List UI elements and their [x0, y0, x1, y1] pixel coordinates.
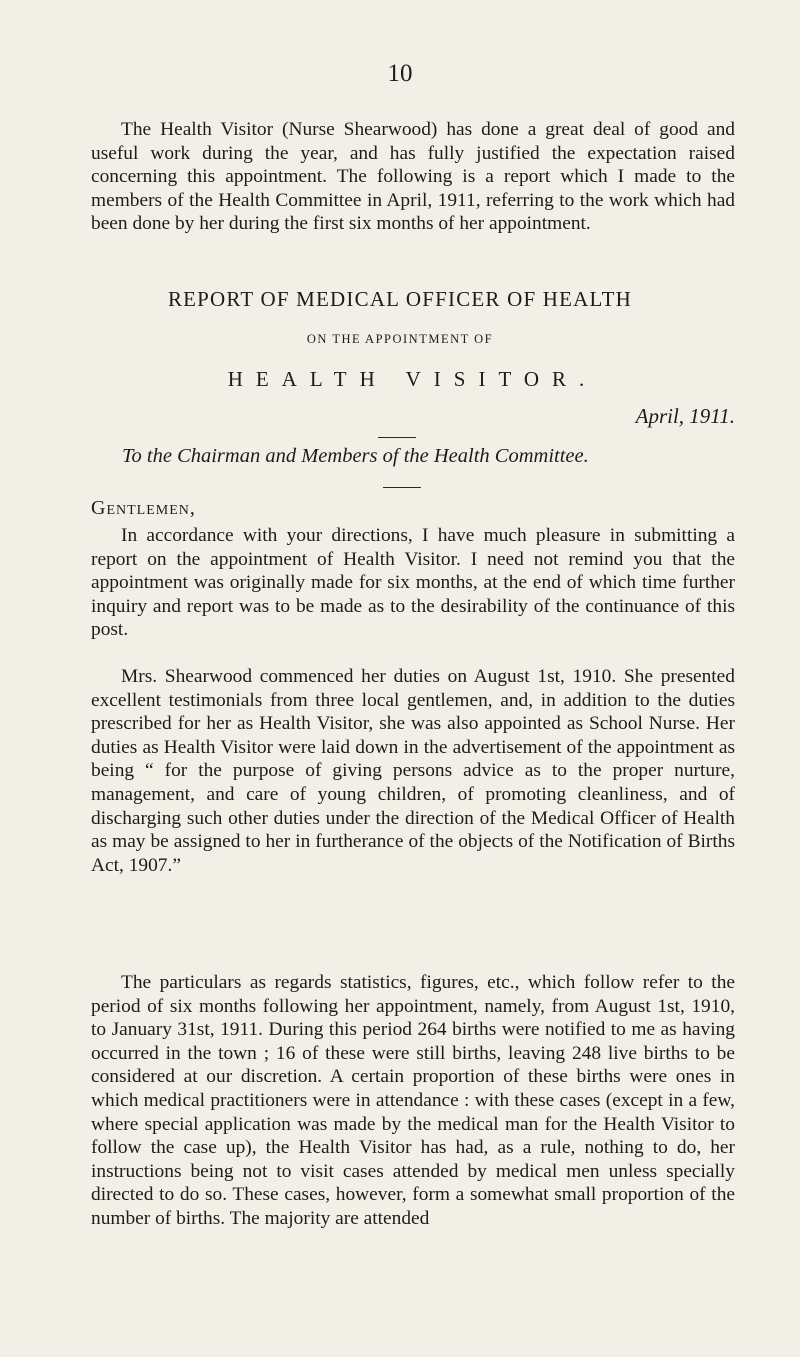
- report-title: REPORT OF MEDICAL OFFICER OF HEALTH: [167, 287, 633, 311]
- report-addressee: To the Chairman and Members of the Health Committee.: [122, 445, 589, 467]
- report-subtitle: ON THE APPOINTMENT OF: [306, 332, 494, 346]
- report-paragraph: In accordance with your directions, I have much pleasure in submitting a report on the appointment of Health Visitor. I need not remind you that the appointment was originally made for six months, at the end of which time further inquiry and report was to be made as to the desirability of the continuance of this post.: [91, 525, 735, 641]
- report-paragraph: The particulars as regards statistics, figures, etc., which follow refer to the period of six months following her appointment, namely, from August 1st, 1910, to January 31st, 1911. During this period 264 births were notified to me as having occurred in the town ; 16 of these were still births, leaving 248 live births to be considered at our discretion. A certain proportion of these births were ones in which medical practitioners were in attendance : with these cases (except in a few, where special application was made by the medical man for the Health Visitor to follow the case up), the Health Visitor has had, as a rule, nothing to do, her instructions being not to visit cases attended by medical men unless specially directed to do so. These cases, however, form a somewhat small proportion of the number of births. The majority are attended: [91, 972, 735, 1229]
- salutation: Gentlemen,: [91, 497, 196, 519]
- page-number: 10: [387, 60, 413, 87]
- report-paragraph: Mrs. Shearwood commenced her duties on August 1st, 1910. She presented excellent testimonials from three local gentlemen, and, in addition to the duties prescribed for her as Health Visitor, she was also appointed as School Nurse. Her duties as Health Visitor were laid down in the advertisement of the appointment as being “ for the purpose of giving persons advice as to the proper nurture, management, and care of young children, of promoting cleanliness, and of discharging such other duties under the direction of the Medical Officer of Health as may be assigned to her in furtherance of the objects of the Notification of Births Act, 1907.”: [91, 666, 735, 876]
- divider-rule: [378, 437, 416, 438]
- report-subject: HEALTH VISITOR.: [227, 367, 598, 391]
- divider-rule: [383, 487, 421, 488]
- report-date: April, 1911.: [635, 404, 735, 428]
- intro-paragraph: The Health Visitor (Nurse Shearwood) has done a great deal of good and useful work during the year, and has fully justified the expectation raised concerning this appointment. The following is a report which I made to the members of the Health Committee in April, 1911, referring to the work which had been done by her during the first six months of her appointment.: [91, 119, 735, 235]
